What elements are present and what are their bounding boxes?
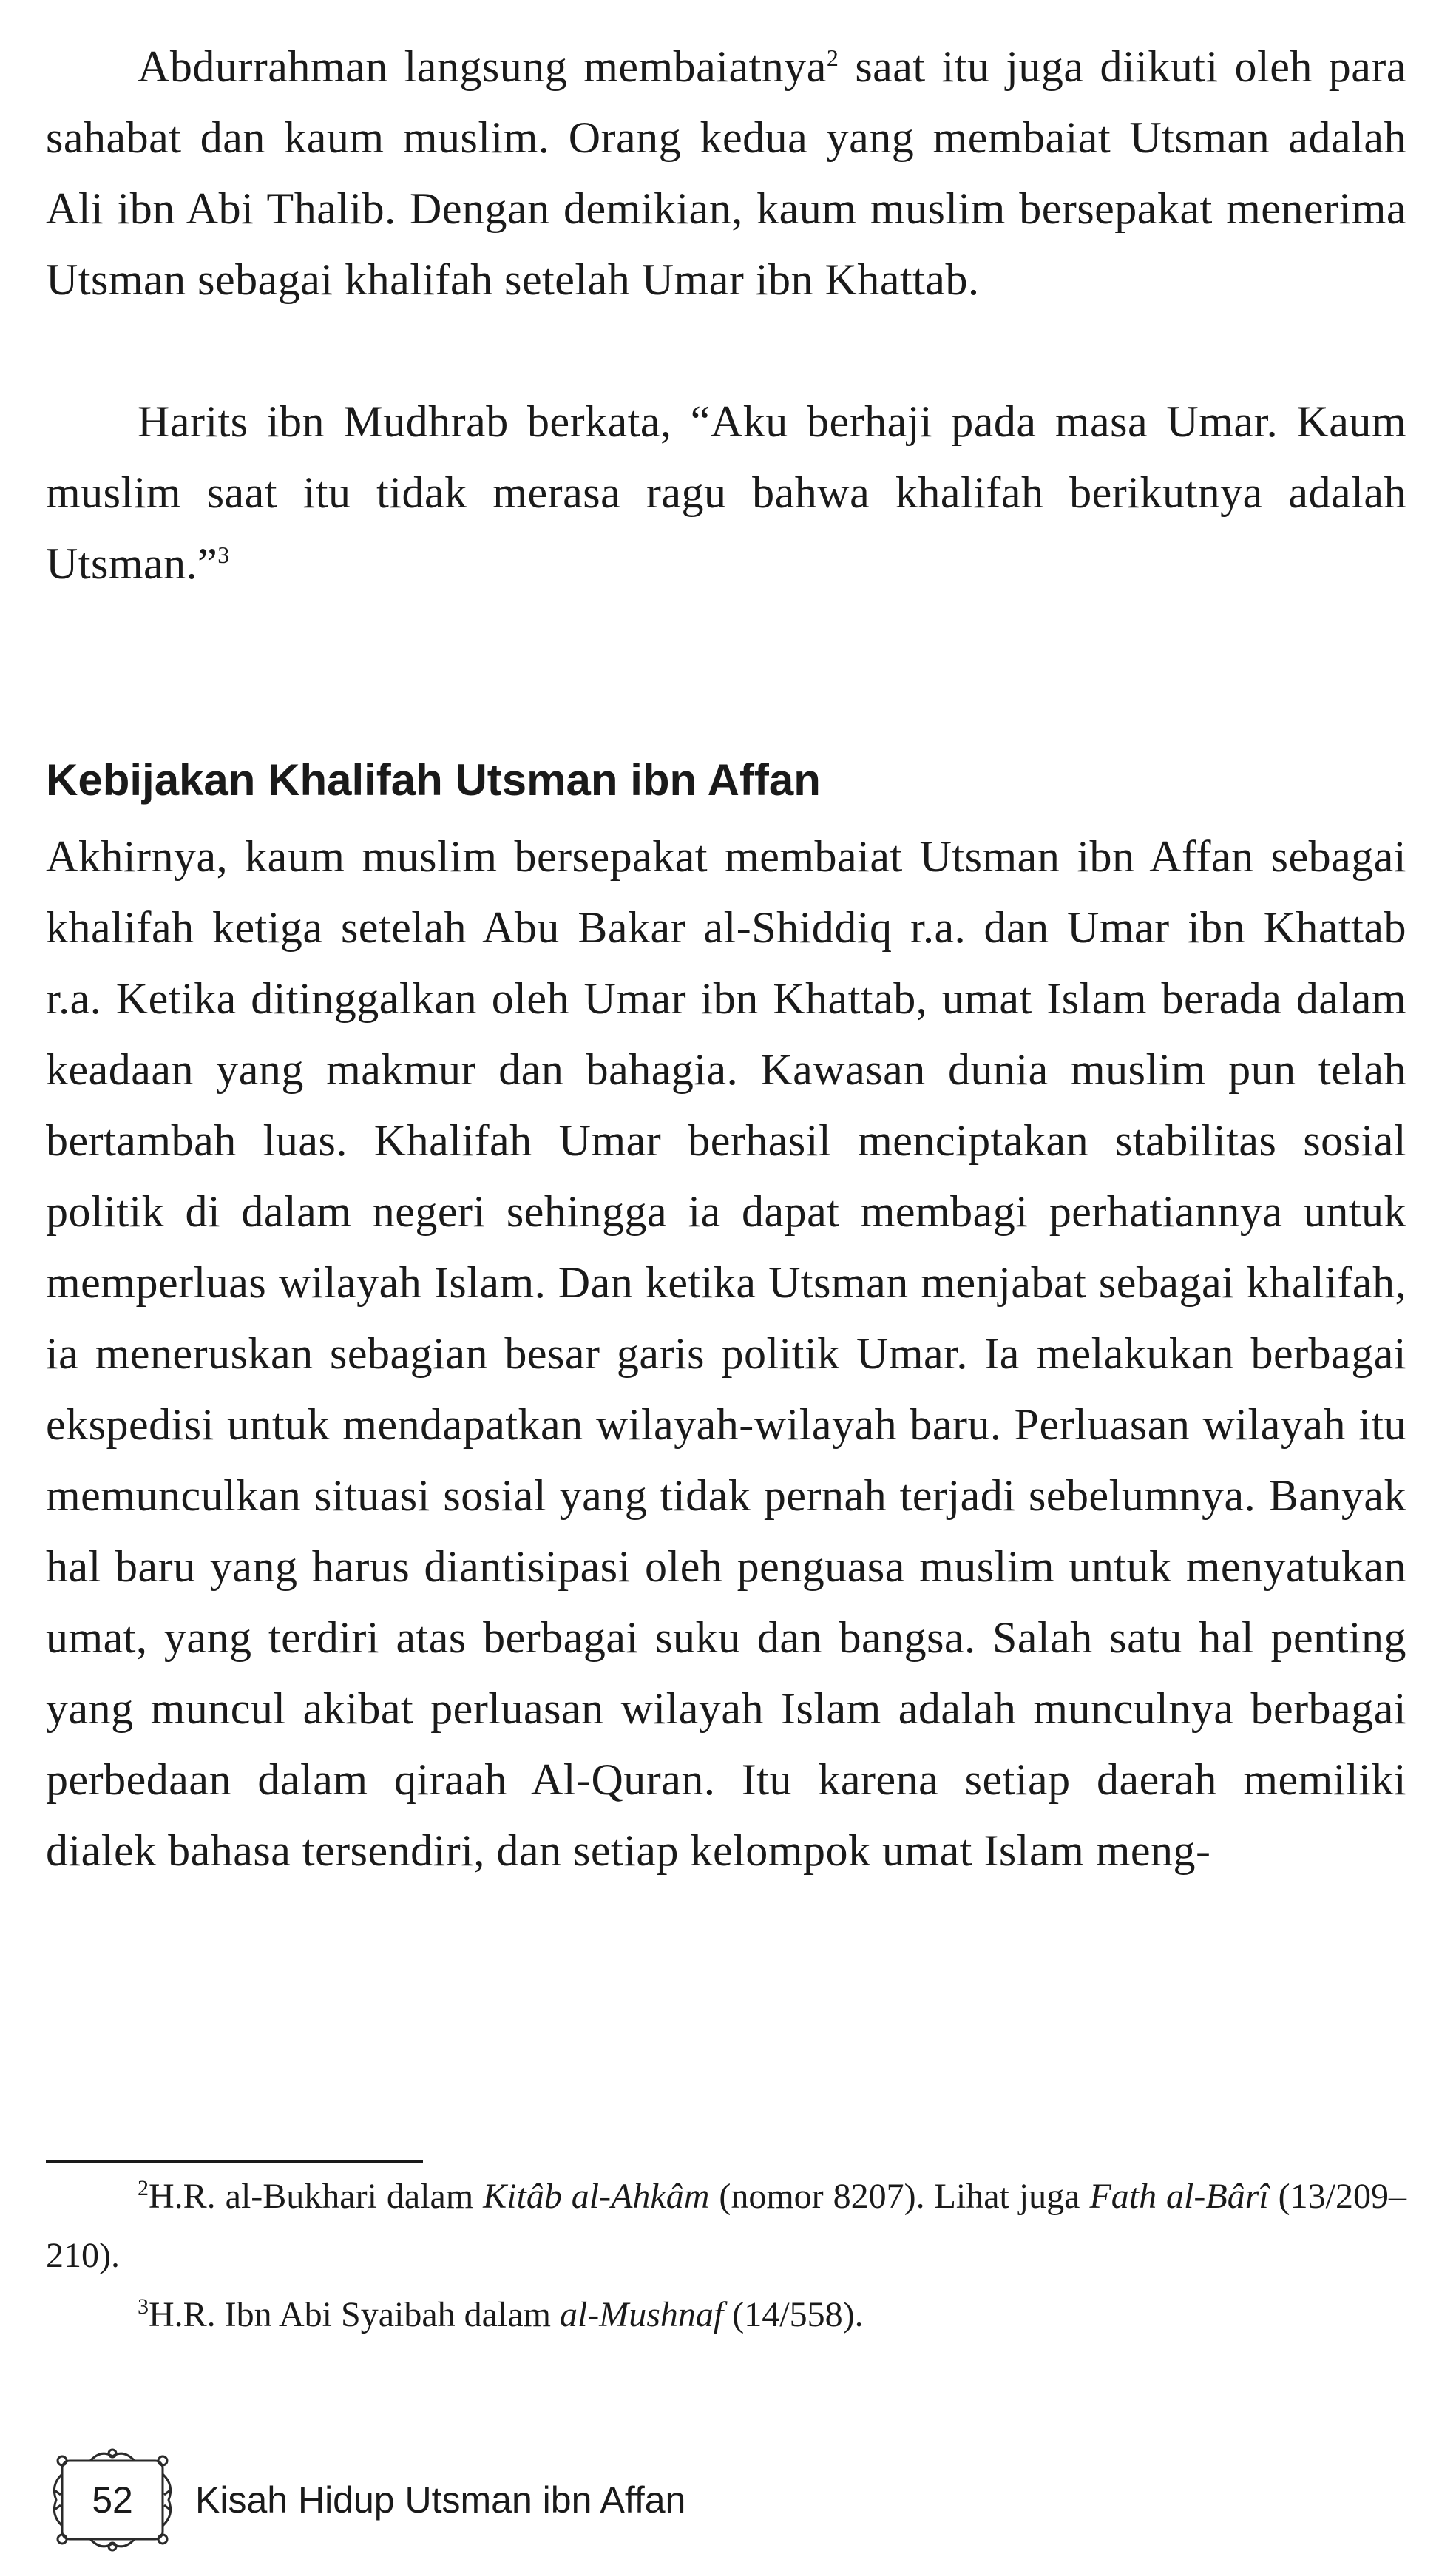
footnote-number: 2: [138, 2176, 149, 2200]
running-title: Kisah Hidup Utsman ibn Affan: [195, 2479, 686, 2521]
footnote-divider: [46, 2160, 423, 2163]
paragraph-2: [46, 386, 1406, 599]
footnote-3: [46, 2285, 1406, 2345]
section-heading: Kebijakan Khalifah Utsman ibn Affan: [46, 755, 821, 805]
paragraph-1-text-cont: saat itu juga diikuti oleh para sahabat dan kaum muslim. Orang kedua yang membaiat Utsman adalah Ali ibn Abi Thalib. Dengan demikian, kaum muslim bersepakat menerima Utsman sebagai khalifah setelah Umar ibn Khattab.: [46, 42, 1406, 304]
paragraph-2-text: Harits ibn Mudhrab berkata, “Aku berhaji pada masa Umar. Kaum muslim saat itu tidak merasa ragu bahwa khalifah berikutnya adalah Utsman.”: [46, 397, 1406, 588]
footnote-text: H.R. Ibn Abi Syaibah dalam: [149, 2295, 560, 2334]
footnote-text: (13/209–210).: [46, 2177, 1407, 2275]
page-number: 52: [92, 2479, 133, 2521]
footnotes: [46, 2167, 1406, 2345]
paragraph-3: Akhirnya, kaum muslim bersepakat membaiat Utsman ibn Affan sebagai khalifah ketiga setelah Abu Bakar al-Shiddiq r.a. dan Umar ibn Khattab r.a. Ketika ditinggalkan oleh Umar ibn Khattab, umat Islam berada dalam keadaan yang makmur dan bahagia. Kawasan dunia muslim pun telah bertambah luas. Khalifah Umar berhasil menciptakan stabilitas sosial politik di dalam negeri sehingga ia dapat membagi perhatiannya untuk memperluas wilayah Islam. Dan ketika Utsman menjabat sebagai khalifah, ia meneruskan sebagian besar garis politik Umar. Ia melakukan berbagai ekspedisi untuk mendapatkan wilayah-wilayah baru. Perluasan wilayah itu memunculkan situasi sosial yang tidak pernah terjadi sebelumnya. Banyak hal baru yang harus diantisipasi oleh penguasa muslim untuk menyatukan umat, yang terdiri atas berbagai suku dan bangsa. Salah satu hal penting yang muncul akibat perluasan wilayah Islam adalah munculnya berbagai perbedaan dalam qiraah Al-Quran. Itu karena setiap daerah memiliki dialek bahasa tersendiri, dan setiap kelompok umat Islam meng-: [46, 832, 1406, 1875]
footnote-text: H.R. al-Bukhari dalam: [149, 2177, 484, 2216]
footnote-source-title: Kitâb al-Ahkâm: [483, 2177, 710, 2216]
paragraph-1-text: Abdurrahman langsung membaiatnya: [138, 42, 827, 91]
page-number-ornament: [46, 2444, 179, 2555]
footnote-text: (nomor 8207). Lihat juga: [709, 2177, 1090, 2216]
footnote-ref-2[interactable]: 2: [826, 44, 839, 71]
footnote-2: [46, 2167, 1406, 2285]
footnote-ref-3[interactable]: 3: [217, 541, 230, 568]
footnote-number: 3: [138, 2294, 149, 2319]
footnote-source-title: al-Mushnaf: [559, 2295, 724, 2334]
paragraph-1: [46, 31, 1406, 315]
footnote-source-title: Fath al-Bârî: [1089, 2177, 1269, 2216]
page-footer: [46, 2444, 685, 2555]
footnote-text: (14/558).: [723, 2295, 864, 2334]
